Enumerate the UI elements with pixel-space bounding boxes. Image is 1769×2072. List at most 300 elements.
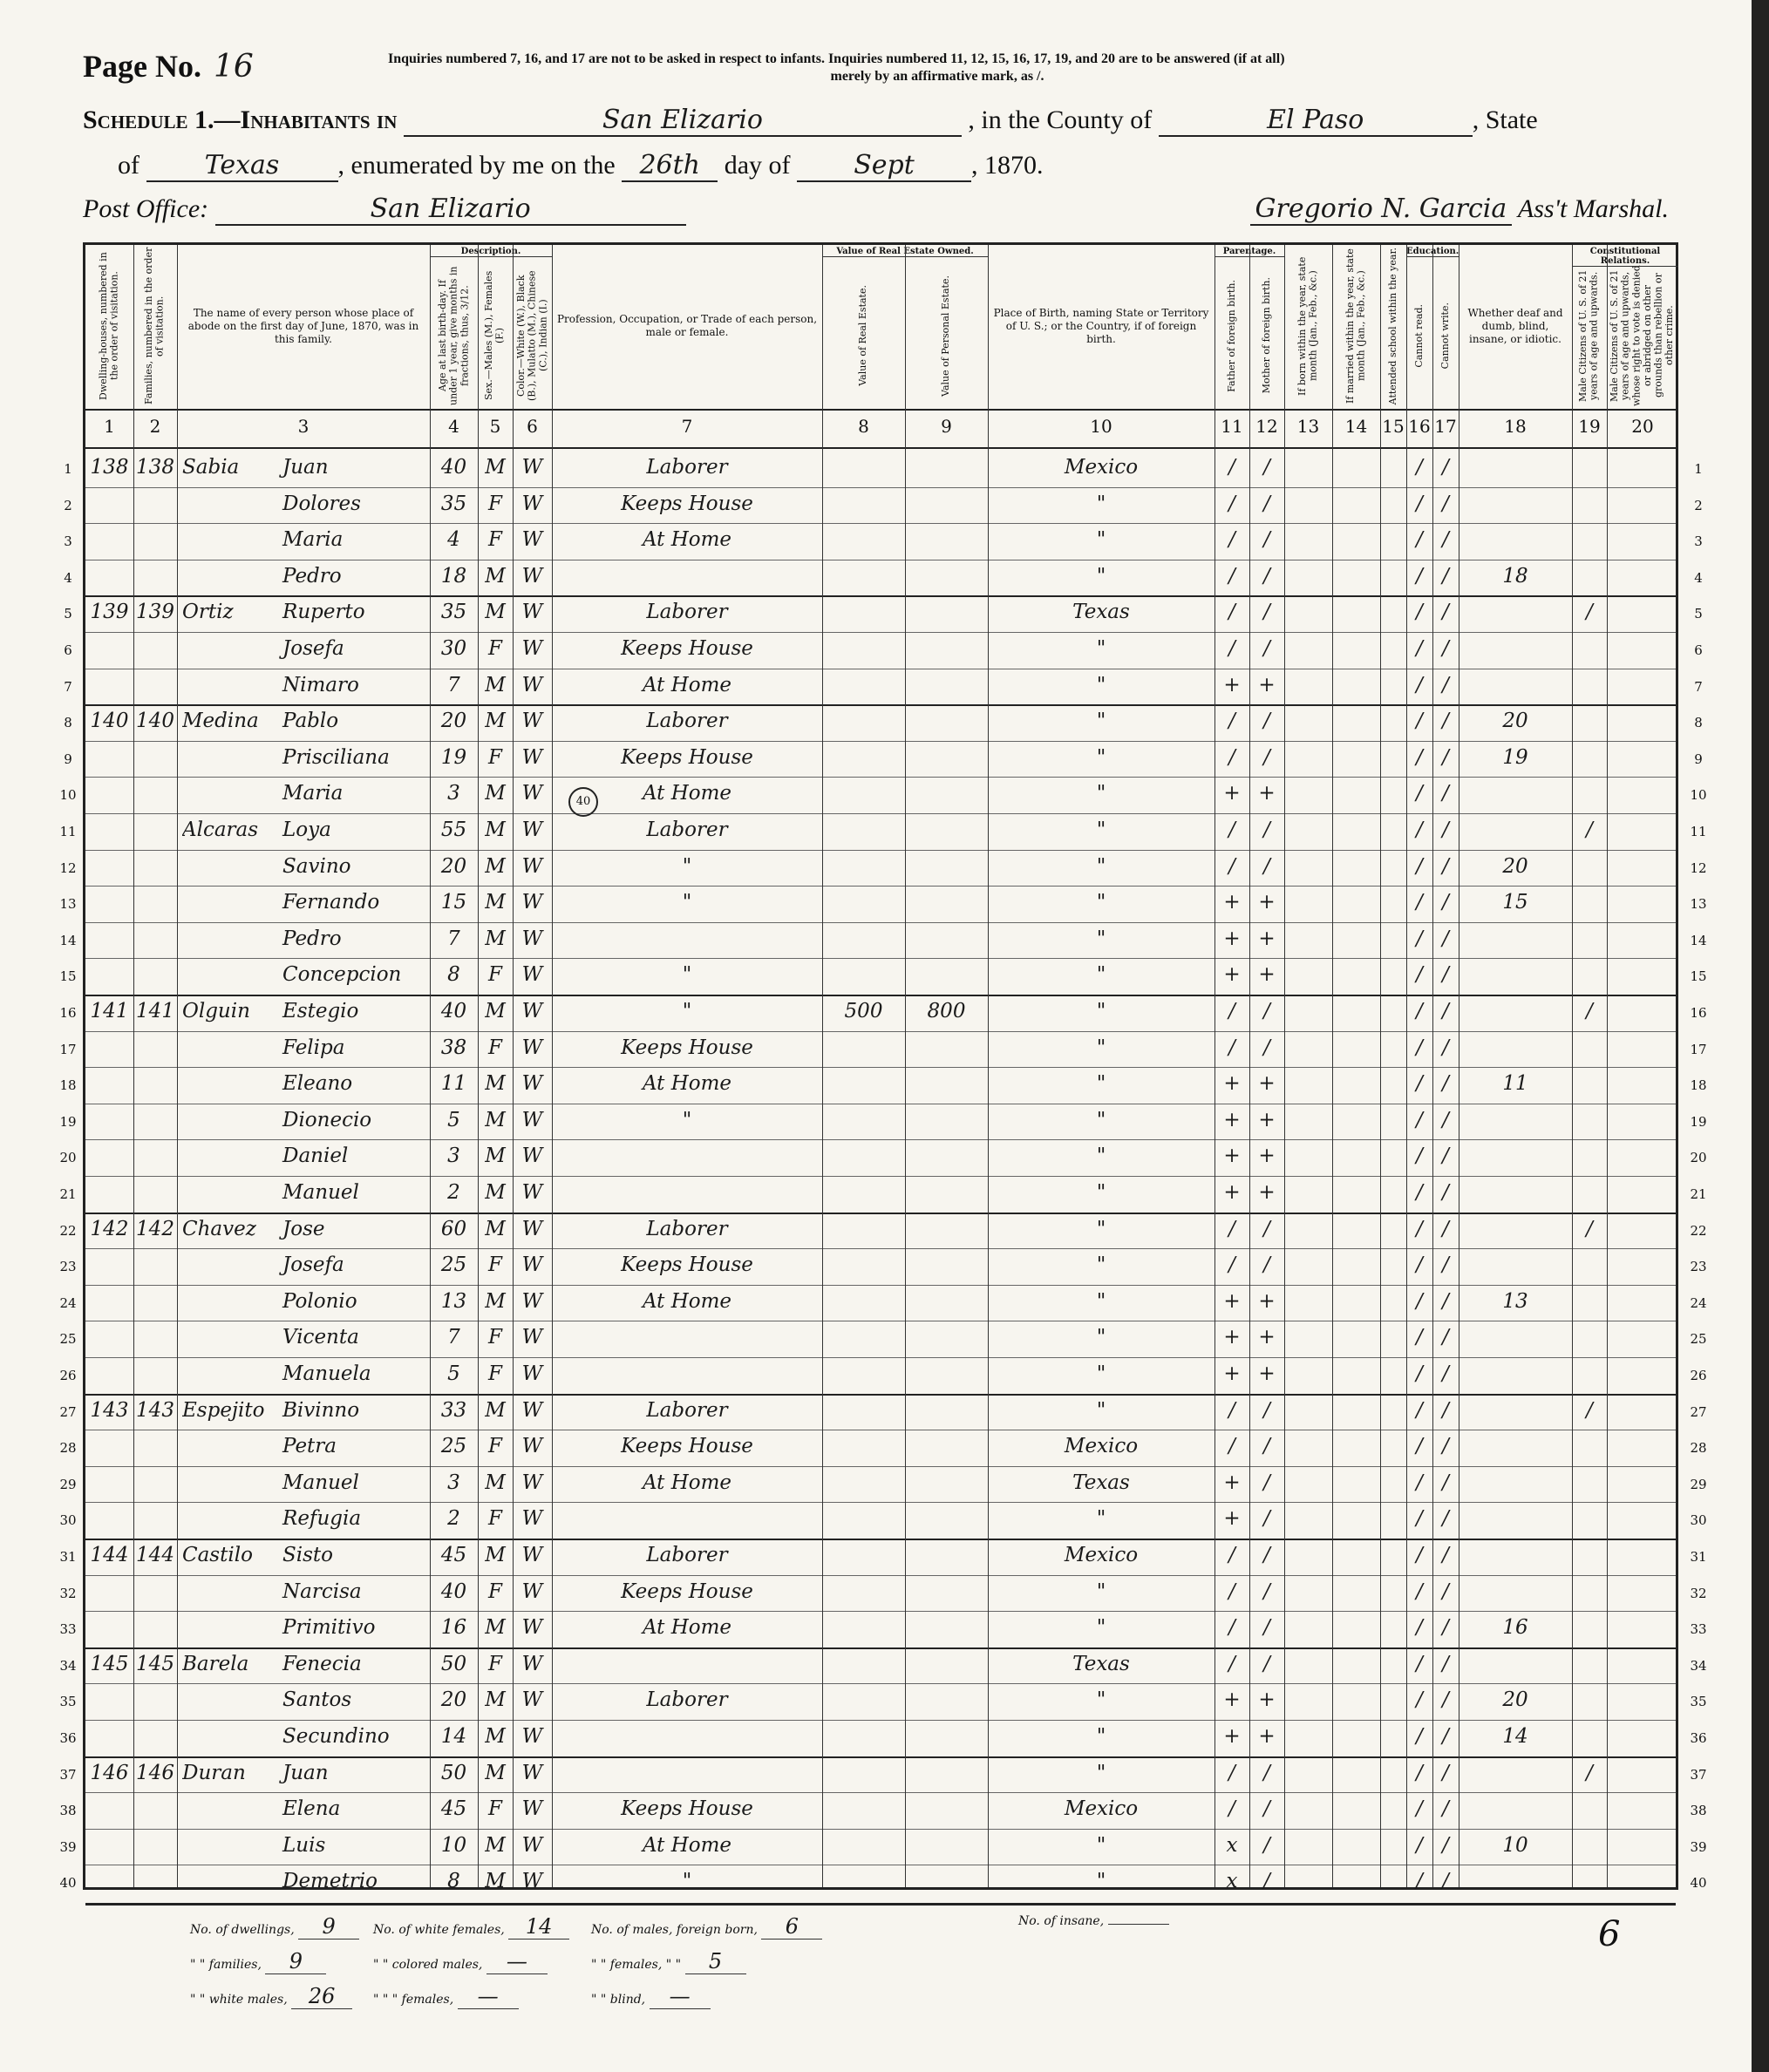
row-number-right: 38: [1690, 1803, 1707, 1819]
column-rule: [430, 245, 431, 1887]
cell-color: W: [521, 1435, 543, 1458]
cell-f12: +: [1258, 891, 1276, 914]
column-rule: [822, 245, 823, 1887]
row-number-left: 15: [59, 968, 77, 985]
cell-sex: M: [485, 782, 506, 805]
person-name: [182, 819, 426, 841]
column-rule: [1380, 245, 1381, 1887]
column-number: 5: [489, 416, 501, 437]
given-name: Juan: [282, 456, 329, 479]
page-number-value: 16: [213, 49, 254, 85]
given-name: Josefa: [282, 637, 344, 660]
cell-occupation: Laborer: [646, 456, 728, 479]
cell-sex: F: [488, 1036, 502, 1059]
cell-f12: /: [1263, 1000, 1270, 1022]
cell-age: 40: [440, 1000, 467, 1022]
cell-birthplace: ": [1096, 1761, 1106, 1784]
cell-sex: M: [485, 854, 506, 878]
cell-f12: /: [1263, 1217, 1270, 1240]
cell-birthplace: ": [1096, 1289, 1106, 1313]
column-header-text: Male Citizens of U. S. of 21 years of age and upwards, whose right to vote is denied or abridged on other grounds than rebellion or other crime.: [1609, 265, 1676, 406]
row-number-right: 2: [1694, 497, 1703, 513]
summary-colored-females-value: —: [458, 1984, 519, 2009]
cell-color: W: [521, 963, 543, 987]
surname: Sabia: [182, 456, 240, 479]
row-rule: [85, 1683, 1676, 1684]
row-number-right: 28: [1690, 1440, 1707, 1457]
cell-birthplace: Texas: [1072, 601, 1130, 624]
person-name: [182, 1653, 426, 1675]
column-number: 7: [681, 416, 693, 437]
cell-color: W: [521, 1181, 543, 1204]
column-header-text: If married within the year, state month (Jan., Feb., &c.): [1344, 248, 1367, 404]
given-name: Concepcion: [282, 963, 402, 987]
cell-real: 500: [844, 1000, 883, 1022]
given-name: Petra: [282, 1435, 337, 1458]
cell-occupation: ": [682, 891, 692, 914]
cell-f16: /: [1416, 819, 1423, 841]
cell-birthplace: ": [1096, 891, 1106, 914]
row-rule: [85, 1213, 1676, 1214]
row-rule: [85, 632, 1676, 633]
cell-birthplace: ": [1096, 1000, 1106, 1022]
person-name: [182, 1326, 426, 1348]
given-name: Ruperto: [282, 601, 365, 624]
cell-occupation: Laborer: [646, 1217, 728, 1240]
cell-f11: +: [1223, 1181, 1241, 1204]
cell-color: W: [521, 528, 543, 552]
column-number: 9: [941, 416, 952, 437]
cell-age: 16: [440, 1616, 467, 1640]
person-name: [182, 1253, 426, 1276]
column-header-10: [988, 245, 1214, 409]
cell-sex: M: [485, 564, 506, 588]
cell-age: 8: [447, 1870, 460, 1893]
column-header-17: [1432, 245, 1459, 409]
summary-foreign-females-label: " " females, " ": [591, 1958, 682, 1972]
cell-age: 7: [447, 673, 460, 696]
cell-occupation: Laborer: [646, 1544, 728, 1566]
cell-sex: F: [488, 1507, 502, 1531]
cell-age: 60: [440, 1217, 467, 1240]
row-number-left: 39: [59, 1838, 77, 1855]
person-name: [182, 674, 426, 696]
cell-f16: /: [1416, 1181, 1423, 1204]
row-number-left: 19: [59, 1113, 77, 1130]
cell-age: 25: [440, 1253, 467, 1277]
row-number-left: 20: [59, 1150, 77, 1166]
cell-occupation: Keeps House: [621, 1435, 753, 1458]
given-name: Nimaro: [282, 673, 359, 696]
row-rule: [85, 595, 1676, 597]
cell-color: W: [521, 1000, 543, 1022]
row-number-left: 24: [59, 1294, 77, 1311]
person-name: [182, 528, 426, 551]
cell-dwelling: 140: [90, 710, 129, 733]
row-number-right: 36: [1690, 1730, 1707, 1746]
cell-f16: /: [1416, 1435, 1423, 1458]
cell-occupation: At Home: [642, 1072, 732, 1096]
row-number-right: 6: [1694, 642, 1703, 658]
summary-insane-label: No. of insane,: [1018, 1914, 1105, 1928]
surname: Duran: [182, 1761, 246, 1784]
column-number: 17: [1434, 416, 1457, 437]
surname: Castilo: [182, 1544, 253, 1566]
cell-birthplace: ": [1096, 1579, 1106, 1603]
column-number: 1: [104, 416, 115, 437]
cell-age: 7: [447, 1326, 460, 1349]
cell-f17: /: [1442, 456, 1449, 479]
cell-birthplace: ": [1096, 564, 1106, 588]
cell-f12: /: [1263, 1761, 1270, 1784]
given-name: Manuela: [282, 1362, 371, 1385]
cell-occupation: Keeps House: [621, 637, 753, 660]
row-rule: [85, 1248, 1676, 1249]
cell-f12: /: [1263, 745, 1270, 769]
cell-f16: /: [1416, 1544, 1423, 1566]
cell-f17: /: [1442, 1362, 1449, 1385]
cell-f17: /: [1442, 1181, 1449, 1204]
cell-f16: /: [1416, 637, 1423, 660]
given-name: Estegio: [282, 1000, 359, 1022]
row-number-right: 9: [1694, 751, 1703, 767]
cell-f17: /: [1442, 601, 1449, 624]
cell-occupation: Laborer: [646, 1398, 728, 1422]
cell-sex: M: [485, 1688, 506, 1712]
row-number-left: 7: [64, 678, 72, 695]
row-number-right: 5: [1694, 606, 1703, 622]
cell-f18: 16: [1502, 1616, 1528, 1640]
cell-occupation: At Home: [642, 673, 732, 696]
given-name: Prisciliana: [282, 745, 390, 769]
person-name: [182, 1507, 426, 1530]
cell-f16: /: [1416, 1797, 1423, 1821]
column-header-text: Sex.—Males (M.), Females (F.): [483, 270, 506, 401]
column-header-20: [1607, 245, 1678, 409]
cell-color: W: [521, 1688, 543, 1712]
row-rule: [85, 523, 1676, 524]
cell-occupation: Laborer: [646, 710, 728, 733]
cell-f16: /: [1416, 854, 1423, 878]
row-number-right: 26: [1690, 1368, 1707, 1383]
cell-f11: /: [1228, 1000, 1235, 1022]
cell-f16: /: [1416, 1688, 1423, 1712]
cell-f12: +: [1258, 1725, 1276, 1748]
person-name: [182, 637, 426, 660]
column-number: 19: [1578, 416, 1601, 437]
cell-f11: /: [1228, 1761, 1235, 1784]
cell-f12: /: [1263, 1833, 1270, 1857]
cell-birthplace: Texas: [1072, 1471, 1130, 1494]
cell-age: 40: [440, 456, 467, 479]
cell-color: W: [521, 1289, 543, 1313]
cell-f11: +: [1223, 963, 1241, 987]
cell-f12: +: [1258, 927, 1276, 950]
row-rule: [85, 1139, 1676, 1140]
row-number-right: 18: [1690, 1077, 1707, 1094]
cell-occupation: At Home: [642, 1471, 732, 1494]
cell-f11: +: [1223, 1725, 1241, 1748]
cell-f16: /: [1416, 1253, 1423, 1277]
cell-color: W: [521, 1471, 543, 1494]
cell-f11: /: [1228, 1797, 1235, 1821]
cell-birthplace: ": [1096, 1326, 1106, 1349]
cell-f12: /: [1263, 1616, 1270, 1640]
column-number: 18: [1504, 416, 1527, 437]
cell-family: 146: [136, 1761, 174, 1784]
cell-sex: M: [485, 710, 506, 733]
row-number-right: 4: [1694, 569, 1703, 586]
cell-sex: F: [488, 1253, 502, 1277]
cell-f11: /: [1228, 1616, 1235, 1640]
summary-dwellings-label: No. of dwellings,: [190, 1923, 295, 1937]
cell-f16: /: [1416, 1036, 1423, 1059]
summary-blind: [591, 1984, 711, 2009]
cell-birthplace: ": [1096, 1145, 1106, 1168]
cell-sex: F: [488, 492, 502, 515]
row-rule: [85, 704, 1676, 706]
row-rule: [85, 850, 1676, 851]
given-name: Luis: [282, 1833, 326, 1857]
given-name: Fernando: [282, 891, 380, 914]
cell-sex: M: [485, 1833, 506, 1857]
row-rule: [85, 777, 1676, 778]
cell-f12: /: [1263, 1579, 1270, 1603]
row-rule: [85, 1357, 1676, 1358]
row-number-left: 6: [64, 642, 72, 658]
column-header-text: If born within the year, state month (Jan., Feb., &c.): [1296, 256, 1319, 396]
row-number-right: 37: [1690, 1766, 1707, 1783]
summary-dwellings: [190, 1914, 359, 1940]
cell-sex: M: [485, 1725, 506, 1748]
cell-f17: /: [1442, 1072, 1449, 1096]
row-number-left: 32: [59, 1585, 77, 1601]
cell-f12: +: [1258, 1289, 1276, 1313]
cell-f16: /: [1416, 1398, 1423, 1422]
cell-occupation: At Home: [642, 1833, 732, 1857]
column-rule: [1406, 245, 1407, 1887]
cell-f18: 20: [1502, 710, 1528, 733]
row-number-right: 40: [1690, 1875, 1707, 1892]
cell-age: 25: [440, 1435, 467, 1458]
cell-age: 4: [447, 528, 460, 552]
given-name: Sisto: [282, 1544, 334, 1566]
cell-color: W: [521, 637, 543, 660]
column-rule: [1572, 245, 1573, 1887]
cell-sex: M: [485, 927, 506, 950]
cell-family: 141: [136, 1000, 174, 1022]
cell-f11: /: [1228, 1652, 1235, 1675]
cell-sex: M: [485, 1471, 506, 1494]
cell-f12: /: [1263, 1544, 1270, 1566]
cell-f16: /: [1416, 1326, 1423, 1349]
person-name: [182, 891, 426, 914]
summary-families: [190, 1949, 326, 1974]
row-number-right: 24: [1690, 1294, 1707, 1311]
column-rule: [1332, 245, 1333, 1887]
column-header-19: [1572, 245, 1607, 409]
person-name: [182, 1145, 426, 1167]
cell-sex: F: [488, 1579, 502, 1603]
cell-f12: /: [1263, 1471, 1270, 1494]
surname: Medina: [182, 710, 259, 733]
person-name: [182, 1762, 426, 1784]
cell-birthplace: Mexico: [1064, 1544, 1139, 1566]
cell-birthplace: ": [1096, 492, 1106, 515]
person-name: [182, 746, 426, 769]
column-header-text: Color.—White (W.), Black (B.), Mulatto (M.), Chinese (C.), Indian (I.): [514, 270, 548, 401]
surname: Ortiz: [182, 601, 234, 624]
cell-birthplace: ": [1096, 1072, 1106, 1096]
cell-f17: /: [1442, 1108, 1449, 1131]
cell-f19: /: [1586, 819, 1593, 841]
column-header-text: Profession, Occupation, or Trade of each person, male or female.: [556, 313, 818, 338]
column-header-text: Value of Real Estate.: [857, 285, 869, 386]
given-name: Pablo: [282, 710, 339, 733]
cell-f12: +: [1258, 1108, 1276, 1131]
cell-dwelling: 138: [90, 456, 129, 479]
row-number-left: 23: [59, 1259, 77, 1275]
post-office-field: San Elizario: [215, 194, 686, 226]
cell-f16: /: [1416, 1616, 1423, 1640]
cell-f17: /: [1442, 1036, 1449, 1059]
cell-dwelling: 145: [90, 1652, 129, 1675]
cell-color: W: [521, 1072, 543, 1096]
column-header-text: Mother of foreign birth.: [1260, 277, 1272, 394]
page-number: [83, 48, 254, 85]
cell-sex: M: [485, 819, 506, 841]
county-field: El Paso: [1159, 105, 1473, 137]
cell-birthplace: Mexico: [1064, 1435, 1139, 1458]
cell-age: 50: [440, 1761, 467, 1784]
cell-f12: /: [1263, 1652, 1270, 1675]
cell-age: 33: [440, 1398, 467, 1422]
cell-f12: /: [1263, 1253, 1270, 1277]
row-rule: [85, 1829, 1676, 1830]
cell-age: 8: [447, 963, 460, 987]
cell-sex: F: [488, 528, 502, 552]
cell-f17: /: [1442, 710, 1449, 733]
cell-age: 7: [447, 927, 460, 950]
cell-color: W: [521, 456, 543, 479]
schedule-line: [83, 105, 1538, 137]
cell-f11: /: [1228, 1253, 1235, 1277]
given-name: Manuel: [282, 1181, 359, 1204]
cell-f17: /: [1442, 1145, 1449, 1168]
row-number-left: 29: [59, 1476, 77, 1492]
cell-f12: /: [1263, 819, 1270, 841]
cell-sex: F: [488, 745, 502, 769]
cell-sex: M: [485, 673, 506, 696]
summary-white-females: [373, 1914, 569, 1940]
cell-f18: 20: [1502, 854, 1528, 878]
cell-f17: /: [1442, 1253, 1449, 1277]
enumerated-label: , enumerated by me on the: [337, 151, 616, 180]
cell-f17: /: [1442, 1000, 1449, 1022]
row-number-left: 31: [59, 1549, 77, 1565]
cell-f17: /: [1442, 673, 1449, 696]
person-name: [182, 1544, 426, 1566]
cell-f17: /: [1442, 1833, 1449, 1857]
row-number-left: 9: [64, 751, 72, 767]
cell-f17: /: [1442, 1761, 1449, 1784]
column-number: 10: [1090, 416, 1112, 437]
row-number-left: 11: [59, 824, 77, 839]
cell-age: 40: [440, 1579, 467, 1603]
summary-blind-label: " " blind,: [591, 1993, 646, 2007]
month-field: Sept: [797, 150, 971, 182]
given-name: Eleano: [282, 1072, 353, 1096]
column-header-13: [1284, 245, 1332, 409]
cell-color: W: [521, 819, 543, 841]
cell-f11: +: [1223, 1471, 1241, 1494]
cell-f12: +: [1258, 1326, 1276, 1349]
person-name: [182, 565, 426, 588]
row-number-right: 30: [1690, 1512, 1707, 1529]
cell-color: W: [521, 1145, 543, 1168]
row-number-left: 4: [64, 569, 72, 586]
person-name: [182, 710, 426, 732]
cell-color: W: [521, 1362, 543, 1385]
cell-f17: /: [1442, 1579, 1449, 1603]
cell-occupation: Laborer: [646, 819, 728, 841]
cell-birthplace: ": [1096, 745, 1106, 769]
cell-occupation: ": [682, 1108, 692, 1131]
column-header-text: The name of every person whose place of abode on the first day of June, 1870, was in this family.: [187, 306, 419, 345]
cell-birthplace: ": [1096, 854, 1106, 878]
cell-age: 50: [440, 1652, 467, 1675]
cell-f11: /: [1228, 564, 1235, 588]
cell-sex: M: [485, 1108, 506, 1131]
given-name: Elena: [282, 1797, 341, 1821]
cell-age: 35: [440, 601, 467, 624]
cell-f11: /: [1228, 1217, 1235, 1240]
cell-birthplace: ": [1096, 927, 1106, 950]
cell-sex: F: [488, 1797, 502, 1821]
cell-age: 18: [440, 564, 467, 588]
cell-color: W: [521, 1036, 543, 1059]
row-number-left: 3: [64, 533, 72, 550]
summary-foreign-males: [591, 1914, 822, 1940]
cell-age: 5: [447, 1108, 460, 1131]
row-number-left: 37: [59, 1766, 77, 1783]
cell-f11: /: [1228, 1579, 1235, 1603]
column-header-text: Attended school within the year.: [1386, 247, 1398, 405]
cell-f17: /: [1442, 963, 1449, 987]
person-name: [182, 1399, 426, 1422]
row-number-left: 34: [59, 1657, 77, 1674]
cell-f11: /: [1228, 745, 1235, 769]
row-number-right: 16: [1690, 1005, 1707, 1021]
summary-families-value: 9: [265, 1949, 326, 1974]
cell-age: 19: [440, 745, 467, 769]
row-number-left: 28: [59, 1440, 77, 1457]
column-header-2: [133, 245, 177, 409]
cell-f16: /: [1416, 1362, 1423, 1385]
cell-dwelling: 142: [90, 1217, 129, 1240]
cell-sex: M: [485, 1761, 506, 1784]
cell-sex: F: [488, 1362, 502, 1385]
row-rule: [85, 922, 1676, 923]
row-rule: [85, 487, 1676, 488]
cell-f11: x: [1226, 1833, 1238, 1857]
row-number-right: 13: [1690, 896, 1707, 913]
cell-occupation: ": [682, 963, 692, 987]
surname: Barela: [182, 1652, 249, 1675]
cell-birthplace: ": [1096, 673, 1106, 696]
row-rule: [85, 995, 1676, 996]
cell-occupation: Keeps House: [621, 745, 753, 769]
